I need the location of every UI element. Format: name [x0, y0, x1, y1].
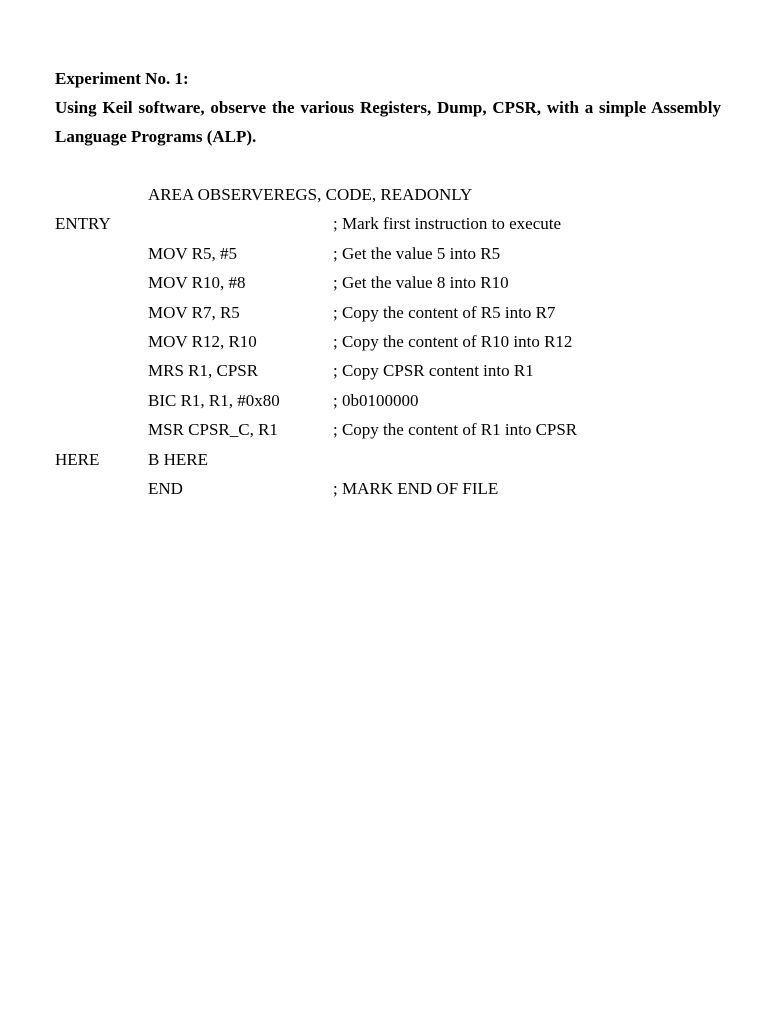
- code-comment: ; Get the value 8 into R10: [333, 273, 509, 293]
- code-comment: ; MARK END OF FILE: [333, 478, 499, 498]
- code-comment: ; Copy the content of R1 into CPSR: [333, 420, 578, 440]
- code-instruction: MSR CPSR_C, R1: [148, 420, 278, 440]
- experiment-description: Using Keil software, observe the various Registers, Dump, CPSR, with a simple Assembly Language Programs (ALP).: [55, 98, 721, 146]
- code-line: [0, 415, 768, 444]
- code-line: [0, 298, 768, 327]
- code-instruction: MOV R10, #8: [148, 273, 246, 293]
- code-instruction: MOV R5, #5: [148, 243, 237, 263]
- code-label: ENTRY: [55, 214, 111, 234]
- code-comment: ; Get the value 5 into R5: [333, 243, 501, 263]
- code-line: [0, 356, 768, 385]
- code-label: HERE: [55, 449, 100, 469]
- code-line: [0, 445, 768, 474]
- code-line: [0, 327, 768, 356]
- code-line: [0, 239, 768, 268]
- code-line: [0, 180, 768, 209]
- code-line: [0, 268, 768, 297]
- experiment-title: Experiment No. 1:: [55, 69, 189, 88]
- code-comment: ; 0b0100000: [333, 390, 419, 410]
- code-line: [0, 474, 768, 503]
- code-line: [0, 386, 768, 415]
- code-instruction: MOV R12, R10: [148, 331, 257, 351]
- code-comment: ; Mark first instruction to execute: [333, 214, 562, 234]
- code-instruction: B HERE: [148, 449, 208, 469]
- code-comment: ; Copy the content of R10 into R12: [333, 331, 573, 351]
- code-comment: ; Copy the content of R5 into R7: [333, 302, 556, 322]
- code-instruction: END: [148, 478, 183, 498]
- code-instruction: AREA OBSERVEREGS, CODE, READONLY: [148, 185, 473, 204]
- code-instruction: MOV R7, R5: [148, 302, 240, 322]
- code-comment: ; Copy CPSR content into R1: [333, 361, 534, 381]
- code-instruction: BIC R1, R1, #0x80: [148, 390, 280, 410]
- assembly-code-block: [0, 180, 768, 503]
- code-line: [0, 209, 768, 238]
- code-instruction: MRS R1, CPSR: [148, 361, 259, 381]
